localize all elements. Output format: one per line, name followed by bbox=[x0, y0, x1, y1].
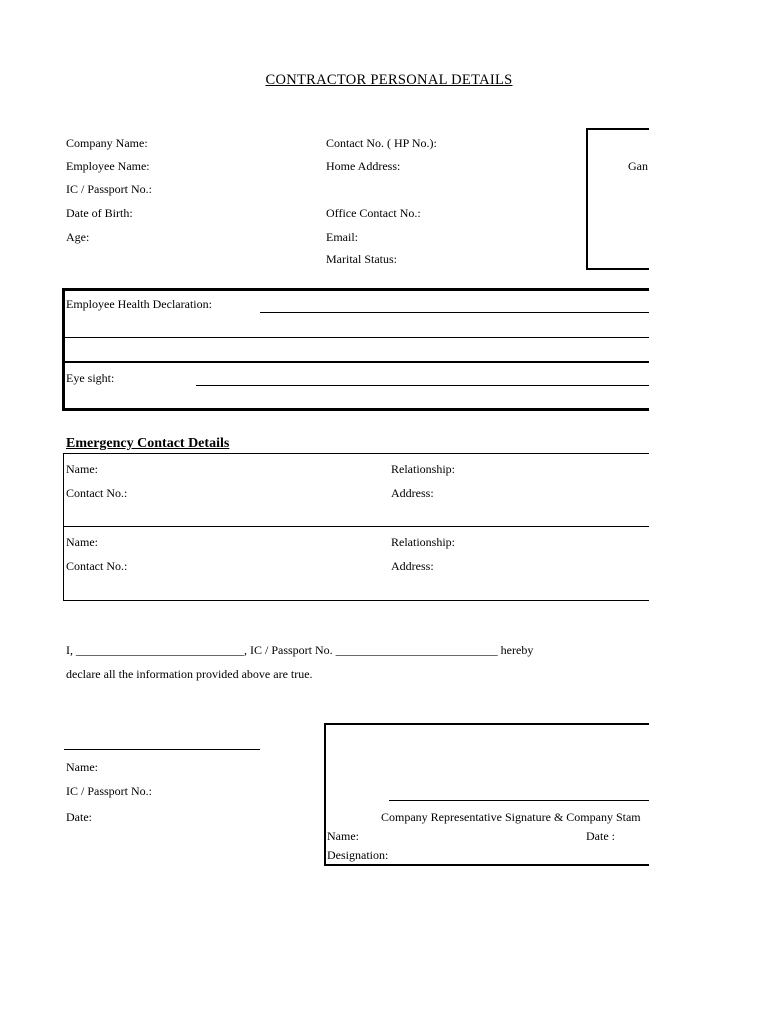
emergency-2-name-label: Name: bbox=[66, 535, 98, 549]
company-rep-date-label: Date : bbox=[586, 829, 615, 843]
company-rep-designation-label: Designation: bbox=[327, 848, 389, 862]
signature-date-label: Date: bbox=[66, 810, 92, 824]
company-name-label: Company Name: bbox=[66, 136, 148, 150]
employee-name-label: Employee Name: bbox=[66, 159, 150, 173]
emergency-1-name-label: Name: bbox=[66, 462, 98, 476]
page-title: CONTRACTOR PERSONAL DETAILS bbox=[265, 72, 513, 88]
eyesight-line bbox=[196, 385, 649, 386]
declaration-name-blank: ____________________________ bbox=[76, 643, 244, 657]
office-contact-label: Office Contact No.: bbox=[326, 206, 421, 220]
emergency-1-contact-label: Contact No.: bbox=[66, 486, 128, 500]
emergency-1-relationship-label: Relationship: bbox=[391, 462, 455, 476]
declaration-ic-blank: ___________________________ bbox=[335, 643, 498, 657]
declaration-line-1 bbox=[66, 643, 533, 657]
emergency-2-address-label: Address: bbox=[391, 559, 434, 573]
age-label: Age: bbox=[66, 230, 90, 244]
health-row-divider bbox=[64, 337, 649, 338]
home-address-label: Home Address: bbox=[326, 159, 401, 173]
company-rep-box bbox=[324, 723, 649, 866]
declaration-mid: , IC / Passport No. bbox=[244, 643, 333, 657]
health-declaration-label: Employee Health Declaration: bbox=[66, 297, 212, 311]
health-section-divider bbox=[64, 361, 649, 363]
contact-hp-label: Contact No. ( HP No.): bbox=[326, 136, 437, 150]
emergency-1-address-label: Address: bbox=[391, 486, 434, 500]
signature-ic-label: IC / Passport No.: bbox=[66, 784, 153, 798]
emergency-heading: Emergency Contact Details bbox=[66, 436, 230, 451]
emergency-2-relationship-label: Relationship: bbox=[391, 535, 455, 549]
health-declaration-line bbox=[260, 312, 649, 313]
declaration-line-2: declare all the information provided above are true. bbox=[66, 667, 313, 681]
photo-box bbox=[586, 128, 649, 270]
signature-name-label: Name: bbox=[66, 760, 98, 774]
photo-box-text: Gan bbox=[628, 159, 648, 173]
declaration-prefix: I, bbox=[66, 643, 73, 657]
ic-passport-label: IC / Passport No.: bbox=[66, 182, 153, 196]
emergency-2-contact-label: Contact No.: bbox=[66, 559, 128, 573]
date-of-birth-label: Date of Birth: bbox=[66, 206, 133, 220]
declaration-suffix: hereby bbox=[500, 643, 534, 657]
company-rep-name-label: Name: bbox=[327, 829, 359, 843]
company-rep-caption: Company Representative Signature & Company Stam bbox=[381, 810, 641, 824]
company-rep-signature-line bbox=[389, 800, 649, 801]
emergency-contact-divider bbox=[64, 526, 649, 527]
marital-status-label: Marital Status: bbox=[326, 252, 397, 266]
employee-signature-line bbox=[64, 749, 260, 750]
eyesight-label: Eye sight: bbox=[66, 371, 115, 385]
emergency-contacts-box bbox=[63, 453, 649, 601]
email-label: Email: bbox=[326, 230, 358, 244]
